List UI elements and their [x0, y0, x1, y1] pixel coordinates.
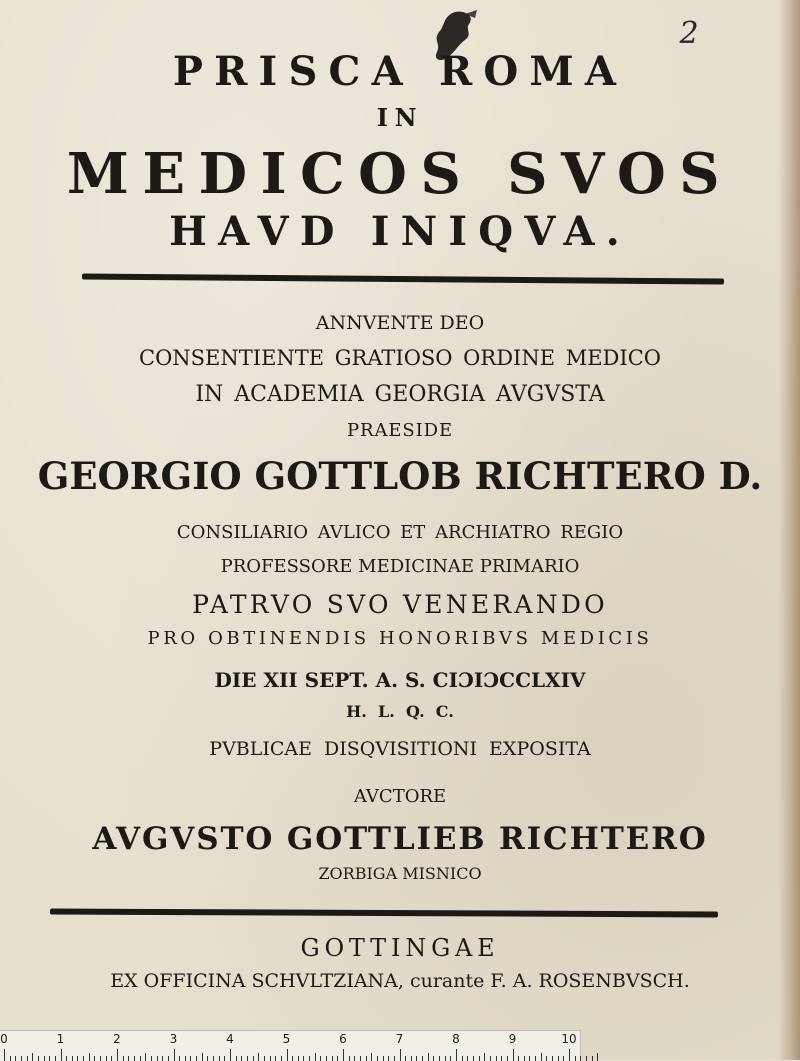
author-name: AVGVSTO GOTTLIEB RICHTERO [92, 821, 708, 857]
ruler-tick [157, 1056, 158, 1061]
ruler-label: 10 [561, 1032, 577, 1046]
ruler-tick [422, 1056, 423, 1061]
ruler-tick [569, 1049, 570, 1061]
ruler-label: 9 [508, 1032, 517, 1046]
ruler-tick [496, 1056, 497, 1061]
ruler-tick [236, 1056, 237, 1061]
consentiente-line: CONSENTIENTE GRATIOSO ORDINE MEDICO [139, 346, 661, 370]
ruler-tick [77, 1056, 78, 1061]
ruler-tick [349, 1056, 350, 1061]
ruler-label: 6 [339, 1032, 347, 1046]
ruler-tick [196, 1056, 197, 1061]
ruler-tick [326, 1056, 327, 1061]
ruler-label: 4 [226, 1032, 234, 1046]
title-line-medicos-svos: MEDICOS SVOS [66, 141, 734, 207]
ruler-tick [388, 1056, 389, 1061]
ruler-label: 0 [0, 1032, 8, 1046]
ruler-tick [343, 1049, 344, 1061]
ruler-tick [450, 1056, 451, 1061]
ruler-tick [21, 1056, 22, 1061]
ruler-tick [337, 1056, 338, 1061]
ruler-tick [400, 1049, 401, 1061]
ruler-tick [174, 1049, 175, 1061]
ruler-tick [190, 1056, 191, 1061]
ruler-tick [490, 1056, 491, 1061]
imprint-city: GOTTINGAE [300, 934, 500, 962]
ruler-tick [586, 1056, 587, 1061]
ruler-tick [38, 1056, 39, 1061]
ruler-tick [44, 1056, 45, 1061]
academia-line: IN ACADEMIA GEORGIA AVGVSTA [195, 382, 605, 407]
title-line-havd-iniqva: HAVD INIQVA. [169, 208, 631, 255]
folio-number: 2 [679, 16, 699, 51]
ruler-tick [213, 1056, 214, 1061]
ruler-tick [366, 1056, 367, 1061]
ruler-tick [111, 1056, 112, 1061]
ruler-tick [134, 1056, 135, 1061]
ruler-tick [377, 1056, 378, 1061]
ruler-tick [10, 1056, 11, 1061]
ruler-tick [445, 1056, 446, 1061]
ruler-tick [66, 1056, 67, 1061]
pro-obtinendis-line: PRO OBTINENDIS HONORIBVS MEDICIS [147, 628, 653, 649]
ruler-tick [224, 1056, 225, 1061]
ruler-tick [185, 1056, 186, 1061]
ruler-tick [383, 1056, 384, 1061]
hlqc-line: H. L. Q. C. [346, 702, 454, 721]
ruler-tick [546, 1056, 547, 1061]
ruler-tick [529, 1056, 530, 1061]
ruler-tick [55, 1056, 56, 1061]
ruler-tick [61, 1049, 62, 1061]
ruler-tick [309, 1056, 310, 1061]
ruler-tick [479, 1056, 480, 1061]
ruler-tick [241, 1056, 242, 1061]
ruler-tick [287, 1049, 288, 1061]
ruler-tick [416, 1056, 417, 1061]
publicae-line: PVBLICAE DISQVISITIONI EXPOSITA [209, 738, 591, 760]
ruler-tick [207, 1056, 208, 1061]
ruler-tick [49, 1056, 50, 1061]
bottom-rule-divider [50, 909, 718, 918]
ruler-tick [162, 1056, 163, 1061]
ruler-tick [439, 1056, 440, 1061]
title-line-prisca-roma: PRISCA ROMA [172, 48, 628, 95]
ruler-tick [303, 1056, 304, 1061]
ruler-tick [140, 1056, 141, 1061]
ruler-tick [558, 1056, 559, 1061]
ruler-tick [563, 1056, 564, 1061]
zorbiga-line: ZORBIGA MISNICO [318, 864, 482, 883]
ruler-tick [552, 1056, 553, 1061]
ruler-tick [264, 1056, 265, 1061]
ruler-tick [94, 1056, 95, 1061]
ruler-tick [433, 1056, 434, 1061]
ruler-tick [83, 1056, 84, 1061]
ruler-tick [524, 1056, 525, 1061]
ruler-label: 3 [169, 1032, 178, 1046]
ruler-tick [123, 1056, 124, 1061]
ruler-tick [247, 1056, 248, 1061]
ruler-tick [411, 1056, 412, 1061]
ruler-tick [275, 1056, 276, 1061]
professore-line: PROFESSORE MEDICINAE PRIMARIO [220, 556, 580, 577]
ruler-tick [117, 1049, 118, 1061]
ruler-tick [513, 1049, 514, 1061]
ruler-tick [253, 1056, 254, 1061]
ruler-tick [106, 1056, 107, 1061]
ruler-tick [270, 1056, 271, 1061]
ruler-tick [354, 1056, 355, 1061]
ruler-tick [168, 1056, 169, 1061]
ruler-tick [230, 1049, 231, 1061]
ruler-tick [15, 1056, 16, 1061]
imprint-officina: EX OFFICINA SCHVLTZIANA, curante F. A. ROSENBVSCH. [110, 970, 690, 992]
ruler-tick [151, 1056, 152, 1061]
ruler-tick [332, 1056, 333, 1061]
ruler-tick [592, 1056, 593, 1061]
ruler-tick [394, 1056, 395, 1061]
ruler-tick [535, 1056, 536, 1061]
ruler-tick [501, 1056, 502, 1061]
consiliario-line: CONSILIARIO AVLICO ET ARCHIATRO REGIO [176, 522, 624, 543]
ruler-label: 1 [56, 1032, 65, 1046]
ruler-tick [4, 1049, 5, 1061]
annuente-deo-line: ANNVENTE DEO [315, 312, 485, 334]
ruler-tick [462, 1056, 463, 1061]
ruler-tick [298, 1056, 299, 1061]
ruler-tick [360, 1056, 361, 1061]
ruler-tick [518, 1056, 519, 1061]
ruler-tick [100, 1056, 101, 1061]
auctore-line: AVCTORE [353, 786, 447, 807]
ruler-tick [281, 1056, 282, 1061]
ruler-tick [473, 1056, 474, 1061]
ruler-tick [179, 1056, 180, 1061]
ruler-tick [292, 1056, 293, 1061]
ruler-tick [467, 1056, 468, 1061]
ruler-tick [320, 1056, 321, 1061]
ruler-tick [72, 1056, 73, 1061]
ruler-tick [456, 1049, 457, 1061]
top-rule-divider [82, 273, 724, 284]
ruler-label: 7 [395, 1032, 404, 1046]
date-line: DIE XII SEPT. A. S. CIƆIƆCCLXIV [214, 668, 586, 692]
title-line-in: IN [376, 103, 424, 132]
measurement-ruler [0, 1030, 581, 1061]
ruler-label: 2 [113, 1032, 121, 1046]
praeside-line: PRAESIDE [346, 420, 453, 441]
ruler-label: 5 [282, 1032, 291, 1046]
ruler-tick [575, 1056, 576, 1061]
ruler-tick [27, 1056, 28, 1061]
ruler-tick [128, 1056, 129, 1061]
ruler-tick [507, 1056, 508, 1061]
ruler-tick [580, 1056, 581, 1061]
ruler-label: 8 [452, 1032, 460, 1046]
ruler-tick [219, 1056, 220, 1061]
ruler-tick [405, 1056, 406, 1061]
praeses-name: GEORGIO GOTTLOB RICHTERO D. [37, 454, 763, 498]
patruo-line: PATRVO SVO VENERANDO [192, 590, 608, 619]
